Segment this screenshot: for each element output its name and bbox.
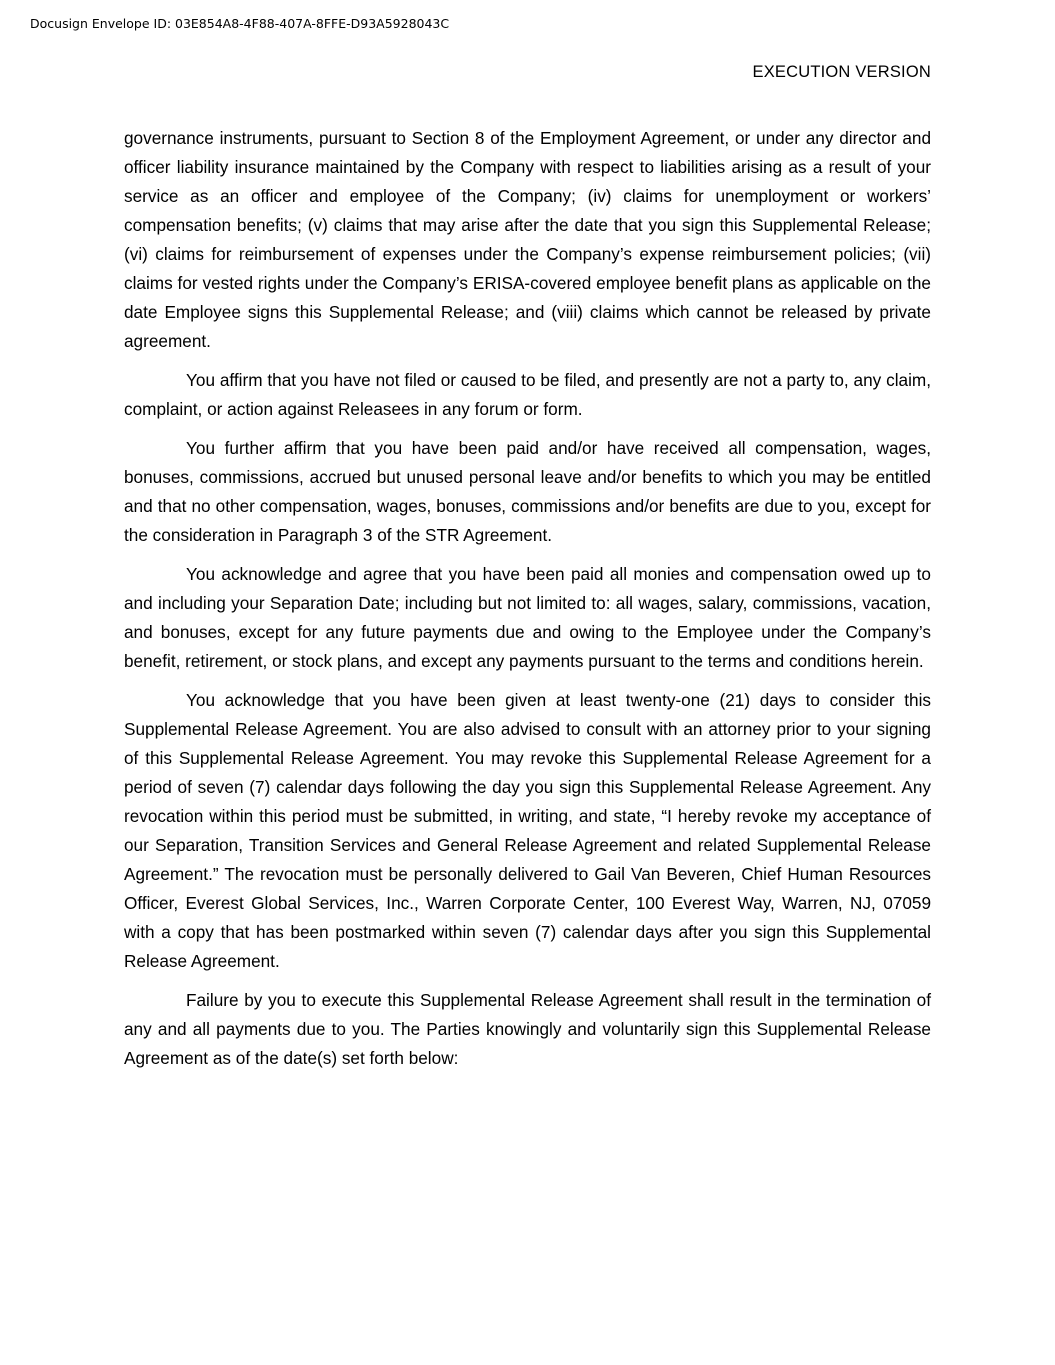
paragraph-monies-paid: You acknowledge and agree that you have been paid all monies and compensation owed up to and including your Separation Date; including but not limited to: all wages, salary, commissions, vacation, and bonuses, except for any future payments due and owing to the Employee under the Company’s benefit, retirement, or stock plans, and except any payments pursuant to the terms and conditions herein. <box>124 564 931 671</box>
paragraph-review-and-revocation: You acknowledge that you have been given at least twenty-one (21) days to consider this Supplemental Release Agreement. You are also advised to consult with an attorney prior to your signing of this Supplemental Release Agreement. You may revoke this Supplemental Release Agreement for a period of seven (7) calendar days following the day you sign this Supplemental Release Agreement. Any revocation within this period must be submitted, in writing, and state, “I hereby revoke my acceptance of our Separation, Transition Services and General Release Agreement and related Supplemental Release Agreement.” The revocation must be personally delivered to Gail Van Beveren, Chief Human Resources Officer, Everest Global Services, Inc., Warren Corporate Center, 100 Everest Way, Warren, NJ, 07059 with a copy that has been postmarked within seven (7) calendar days after you sign this Supplemental Release Agreement. <box>124 690 931 971</box>
paragraph-failure-to-execute: Failure by you to execute this Supplemental Release Agreement shall result in the termination of any and all payments due to you. The Parties knowingly and voluntarily sign this Supplemental Release Agreement as of the date(s) set forth below: <box>124 990 931 1068</box>
paragraph-no-claims-filed: You affirm that you have not filed or caused to be filed, and presently are not a party to, any claim, complaint, or action against Releasees in any forum or form. <box>124 370 931 419</box>
document-body <box>124 124 931 1083</box>
docusign-envelope-id: Docusign Envelope ID: 03E854A8-4F88-407A-8FFE-D93A5928043C <box>30 16 450 31</box>
execution-version-label: EXECUTION VERSION <box>752 63 931 81</box>
paragraph-claims-continuation: governance instruments, pursuant to Section 8 of the Employment Agreement, or under any director and officer liability insurance maintained by the Company with respect to liabilities arising as a result of your service as an officer and employee of the Company; (iv) claims for unemployment or workers’ compensation benefits; (v) claims that may arise after the date that you sign this Supplemental Release; (vi) claims for reimbursement of expenses under the Company’s expense reimbursement policies; (vii) claims for vested rights under the Company’s ERISA-covered employee benefit plans as applicable on the date Employee signs this Supplemental Release; and (viii) claims which cannot be released by private agreement. <box>124 128 931 351</box>
paragraph-compensation-received: You further affirm that you have been paid and/or have received all compensation, wages, bonuses, commissions, accrued but unused personal leave and/or benefits to which you may be entitled and that no other compensation, wages, bonuses, commissions and/or benefits are due to you, except for the consideration in Paragraph 3 of the STR Agreement. <box>124 438 931 545</box>
